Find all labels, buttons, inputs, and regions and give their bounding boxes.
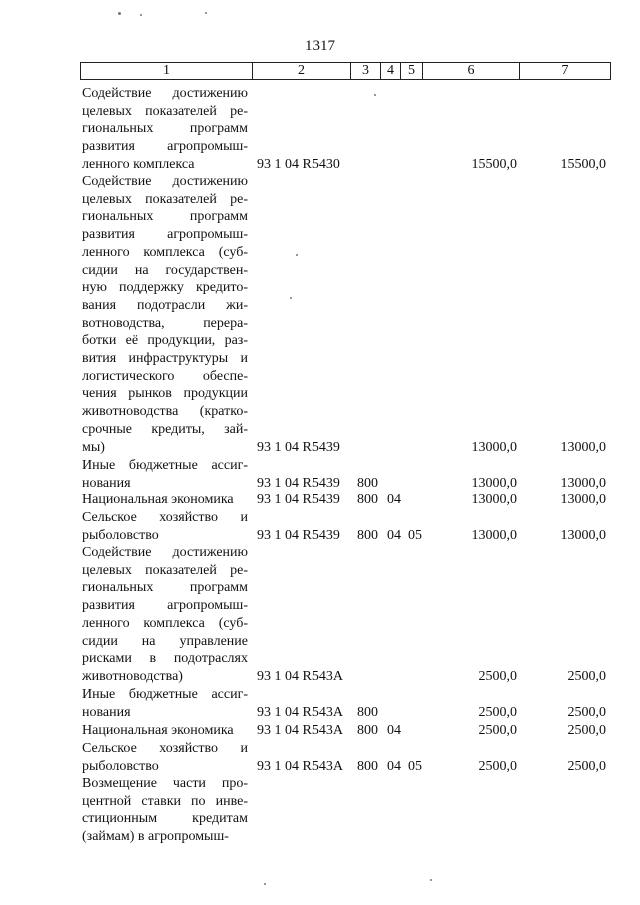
target-code: 93 1 04 R543A [257,723,343,738]
scan-speck [205,12,207,14]
description-line: развития агропромыш- [82,227,248,243]
scan-speck [296,254,298,256]
description-line: животноводства) [82,668,183,684]
amount-col-7: 15500,0 [560,156,606,172]
scan-speck [118,12,121,15]
description-line: (займам) в агропромыш- [82,829,229,845]
amount-col-6: 13000,0 [471,527,517,543]
description-line: вания подотрасли жи- [82,297,248,313]
section-code: 04 [387,527,401,543]
description-line: рыболовство [82,527,159,543]
target-code: 93 1 04 R5430 [257,156,340,172]
description-line: целевых показателей ре- [82,103,248,119]
amount-col-6: 13000,0 [471,475,517,491]
target-code: 93 1 04 R543A [257,668,343,684]
description-line: ленного комплекса (суб- [82,244,248,260]
description-line: целевых показателей ре- [82,191,248,207]
description-line: рисками в подотраслях [82,651,248,667]
description-line: сидии на управление [82,633,248,649]
expense-type-code: 800 [357,723,378,738]
description-line: нования [82,704,131,720]
description-line: ботки её продукции, раз- [82,333,248,349]
scan-speck [264,883,266,885]
amount-col-7: 2500,0 [567,704,606,720]
description-line: развития агропромыш- [82,598,248,614]
amount-col-7: 2500,0 [567,668,606,684]
expense-type-code: 800 [357,527,378,543]
description-line: Сельское хозяйство и [82,510,248,525]
amount-col-6: 2500,0 [478,758,517,774]
description-line: Сельское хозяйство и [82,741,248,756]
header-col-7: 7 [561,63,569,78]
description-line: Содействие достижению [82,545,248,560]
target-code: 93 1 04 R5439 [257,475,340,491]
header-col-6: 6 [423,63,520,79]
page-number: 1317 [305,38,335,54]
description-line: нования [82,475,131,491]
description-line: вития инфраструктуры и [82,351,248,367]
description-line: ленного комплекса (суб- [82,615,248,631]
target-code: 93 1 04 R543A [257,758,343,774]
scan-speck [374,94,376,96]
amount-col-6: 13000,0 [471,439,517,455]
description-line: гиональных программ [82,121,248,137]
header-col-4: 4 [381,63,401,79]
description-line: вотноводства, перера- [82,315,248,331]
description-line: Иные бюджетные ассиг- [82,687,248,702]
target-code: 93 1 04 R5439 [257,439,340,455]
header-col-2: 2 [253,63,351,79]
scan-speck [430,879,432,881]
section-code: 04 [387,723,401,738]
target-code: 93 1 04 R5439 [257,492,340,507]
description-line: ленного комплекса [82,156,195,172]
row-description [82,686,248,721]
description-line: чения рынков продукции [82,386,248,402]
row-description [82,740,248,775]
section-code: 04 [387,758,401,774]
description-line: Содействие достижению [82,174,248,189]
target-code: 93 1 04 R5439 [257,527,340,543]
row-description [82,85,248,174]
header-col-3: 3 [351,63,381,79]
description-line: Возмещение части про- [82,776,248,791]
row-description [82,173,248,456]
description-line: Национальная экономика [82,723,234,738]
description-line: стиционным кредитам [82,811,248,827]
header-col-1: 1 [81,63,253,79]
description-line: Национальная экономика [82,492,234,507]
subsection-code: 05 [408,758,422,774]
amount-col-6: 2500,0 [478,704,517,720]
description-line: гиональных программ [82,580,248,596]
description-line: гиональных программ [82,209,248,225]
row-description [82,544,248,686]
scan-speck [140,14,142,16]
table-header [80,62,611,80]
description-line: центной ставки по инве- [82,793,248,809]
amount-col-7: 13000,0 [560,527,606,543]
scan-speck [290,297,292,299]
description-line: ную поддержку кредито- [82,280,248,296]
description-line: срочные кредиты, зай- [82,421,248,437]
row-description [82,457,248,492]
amount-col-6: 15500,0 [471,156,517,172]
description-line: логистического обеспе- [82,368,248,384]
description-line: Содействие достижению [82,86,248,101]
row-description [82,722,248,740]
amount-col-7: 13000,0 [560,475,606,491]
description-line: Иные бюджетные ассиг- [82,458,248,473]
description-line: сидии на государствен- [82,262,248,278]
description-line: мы) [82,439,105,455]
header-col-5: 5 [401,63,423,79]
amount-col-7: 13000,0 [560,439,606,455]
amount-col-6: 2500,0 [478,723,517,738]
expense-type-code: 800 [357,758,378,774]
description-line: рыболовство [82,758,159,774]
expense-type-code: 800 [357,492,378,507]
amount-col-6: 13000,0 [471,492,517,507]
row-description [82,491,248,509]
description-line: животноводства (кратко- [82,404,248,420]
expense-type-code: 800 [357,475,378,491]
amount-col-7: 2500,0 [567,758,606,774]
amount-col-6: 2500,0 [478,668,517,684]
row-description [82,509,248,544]
description-line: целевых показателей ре- [82,562,248,578]
subsection-code: 05 [408,527,422,543]
expense-type-code: 800 [357,704,378,720]
amount-col-7: 13000,0 [560,492,606,507]
amount-col-7: 2500,0 [567,723,606,738]
description-line: развития агропромыш- [82,139,248,155]
row-description [82,775,248,846]
section-code: 04 [387,492,401,507]
target-code: 93 1 04 R543A [257,704,343,720]
